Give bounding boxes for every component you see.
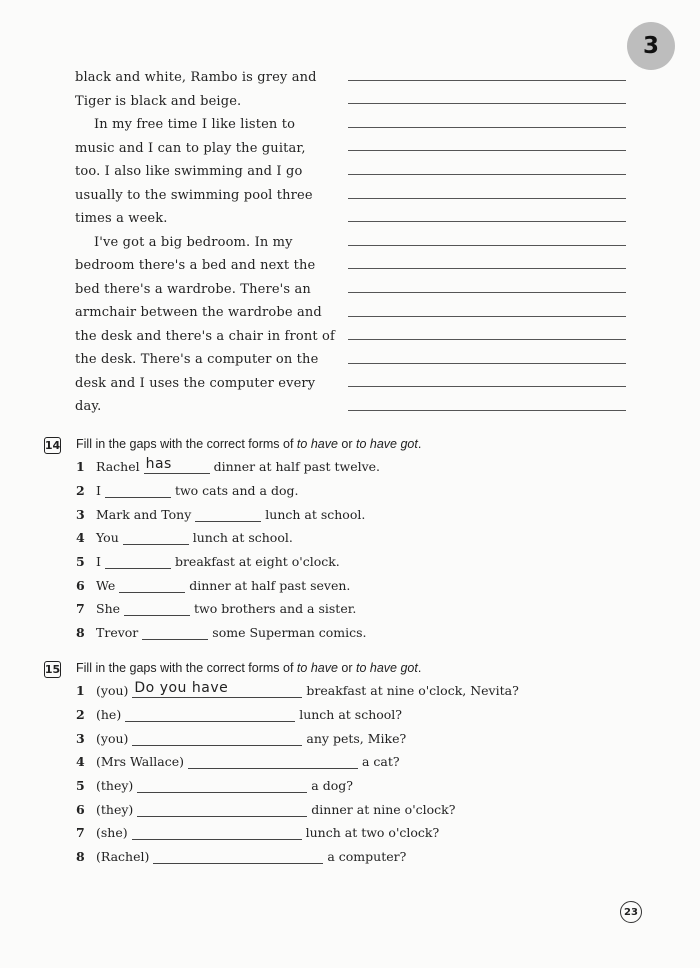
reading-line: bed there's a wardrobe. There's an xyxy=(75,281,311,297)
gap-field[interactable]: has xyxy=(144,459,210,474)
gap-field[interactable] xyxy=(119,578,185,593)
correction-line[interactable] xyxy=(348,363,626,364)
gap-field[interactable] xyxy=(125,707,295,722)
exercise-15-item: 3 (you) any pets, Mike? xyxy=(76,731,407,746)
reading-line: too. I also like swimming and I go xyxy=(75,164,303,179)
reading-line: the desk. There's a computer on the xyxy=(75,352,319,367)
gap-field[interactable] xyxy=(142,625,208,640)
unit-badge: 3 xyxy=(627,22,675,70)
gap-field[interactable] xyxy=(132,731,302,746)
correction-line[interactable] xyxy=(348,127,626,128)
reading-line: bedroom there's a bed and next the xyxy=(75,258,316,273)
page-number: 23 xyxy=(620,901,642,923)
correction-line[interactable] xyxy=(348,221,626,222)
reading-line: day. xyxy=(75,399,102,414)
reading-line: In my free time I like listen to xyxy=(94,117,296,132)
correction-line[interactable] xyxy=(348,386,626,387)
exercise-14-item: 1 Rachel has dinner at half past twelve. xyxy=(76,456,381,474)
reading-line: desk and I uses the computer every xyxy=(75,375,316,391)
exercise-15-item: 6 (they) dinner at nine o'clock? xyxy=(76,802,456,817)
correction-line[interactable] xyxy=(348,339,626,340)
gap-field[interactable] xyxy=(137,778,307,793)
correction-line[interactable] xyxy=(348,198,626,199)
exercise-15-item: 7 (she) lunch at two o'clock? xyxy=(76,825,440,840)
exercise-15-item: 2 (he) lunch at school? xyxy=(76,707,402,722)
correction-line[interactable] xyxy=(348,174,626,175)
reading-line: I've got a big bedroom. In my xyxy=(94,234,293,250)
exercise-15-item: 5 (they) a dog? xyxy=(76,778,353,793)
exercise-15-item: 4 (Mrs Wallace) a cat? xyxy=(76,754,400,769)
reading-line: Tiger is black and beige. xyxy=(75,93,242,109)
reading-line: times a week. xyxy=(75,211,168,226)
correction-line[interactable] xyxy=(348,103,626,104)
exercise-14-number: 14 xyxy=(44,439,61,452)
gap-field[interactable] xyxy=(153,849,323,864)
exercise-14-item: 5 I breakfast at eight o'clock. xyxy=(76,554,340,569)
gap-field[interactable] xyxy=(195,507,261,522)
gap-field[interactable] xyxy=(105,483,171,498)
exercise-15-instruction: Fill in the gaps with the correct forms of to have or to have got. xyxy=(76,661,422,675)
exercise-15-item: 1 (you) Do you have breakfast at nine o'clock, Nevita? xyxy=(76,680,519,698)
exercise-15-item: 8 (Rachel) a computer? xyxy=(76,849,407,864)
reading-line: black and white, Rambo is grey and xyxy=(75,70,317,85)
reading-line: the desk and there's a chair in front of xyxy=(75,328,335,344)
exercise-14-item: 7 She two brothers and a sister. xyxy=(76,601,357,616)
gap-field[interactable] xyxy=(105,554,171,569)
exercise-14-item: 2 I two cats and a dog. xyxy=(76,483,299,498)
exercise-14-item: 8 Trevor some Superman comics. xyxy=(76,625,367,640)
reading-line: music and I can to play the guitar, xyxy=(75,140,306,156)
correction-line[interactable] xyxy=(348,410,626,411)
correction-line[interactable] xyxy=(348,150,626,151)
gap-field[interactable] xyxy=(188,754,358,769)
gap-field[interactable] xyxy=(137,802,307,817)
exercise-14-item: 4 You lunch at school. xyxy=(76,530,293,545)
exercise-14-item: 3 Mark and Tony lunch at school. xyxy=(76,507,366,522)
exercise-14-instruction: Fill in the gaps with the correct forms of to have or to have got. xyxy=(76,437,422,451)
correction-line[interactable] xyxy=(348,292,626,293)
correction-line[interactable] xyxy=(348,245,626,246)
exercise-14-item: 6 We dinner at half past seven. xyxy=(76,578,351,593)
correction-line[interactable] xyxy=(348,80,626,81)
gap-field[interactable] xyxy=(124,601,190,616)
correction-line[interactable] xyxy=(348,268,626,269)
exercise-15-number: 15 xyxy=(44,663,61,676)
reading-line: armchair between the wardrobe and xyxy=(75,305,322,320)
reading-passage xyxy=(75,66,335,419)
gap-field[interactable] xyxy=(132,825,302,840)
gap-field[interactable]: Do you have xyxy=(132,683,302,698)
reading-line: usually to the swimming pool three xyxy=(75,187,313,203)
correction-line[interactable] xyxy=(348,316,626,317)
gap-field[interactable] xyxy=(123,530,189,545)
